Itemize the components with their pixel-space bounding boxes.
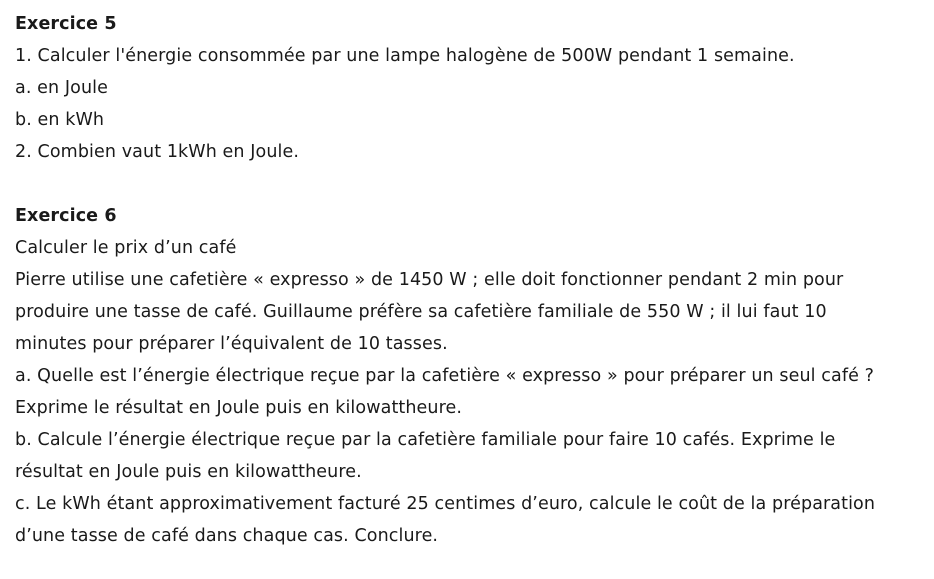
- exercise-6-question-c-line: c. Le kWh étant approximativement facturé 25 centimes d’euro, calcule le coût de la préparation: [15, 494, 876, 514]
- exercise-6-question-a-line: a. Quelle est l’énergie électrique reçue par la cafetière « expresso » pour préparer un seul café ?: [15, 366, 875, 386]
- exercise-5: [15, 8, 912, 168]
- exercise-5-question-1: 1. Calculer l'énergie consommée par une lampe halogène de 500W pendant 1 semaine.: [15, 46, 795, 66]
- exercise-6-question-b-line: résultat en Joule puis en kilowattheure.: [15, 462, 362, 482]
- exercise-5-question-1b: b. en kWh: [15, 110, 105, 130]
- exercise-6-question-c-line: d’une tasse de café dans chaque cas. Conclure.: [15, 526, 439, 546]
- exercise-5-title: Exercice 5: [15, 14, 117, 34]
- document-page: [15, 8, 912, 552]
- exercise-6: [15, 200, 912, 552]
- exercise-6-question-b-line: b. Calcule l’énergie électrique reçue par la cafetière familiale pour faire 10 cafés. Exprime le: [15, 430, 836, 450]
- exercise-6-intro-line: minutes pour préparer l’équivalent de 10 tasses.: [15, 334, 448, 354]
- exercise-6-subtitle: Calculer le prix d’un café: [15, 238, 237, 258]
- exercise-6-intro-line: Pierre utilise une cafetière « expresso » de 1450 W ; elle doit fonctionner pendant 2 min pour: [15, 270, 844, 290]
- exercise-6-question-a-line: Exprime le résultat en Joule puis en kilowattheure.: [15, 398, 463, 418]
- section-spacer: [15, 168, 912, 200]
- exercise-6-intro-line: produire une tasse de café. Guillaume préfère sa cafetière familiale de 550 W ; il lui faut 10: [15, 302, 827, 322]
- exercise-6-title: Exercice 6: [15, 206, 117, 226]
- exercise-5-question-2: 2. Combien vaut 1kWh en Joule.: [15, 142, 300, 162]
- exercise-5-question-1a: a. en Joule: [15, 78, 108, 98]
